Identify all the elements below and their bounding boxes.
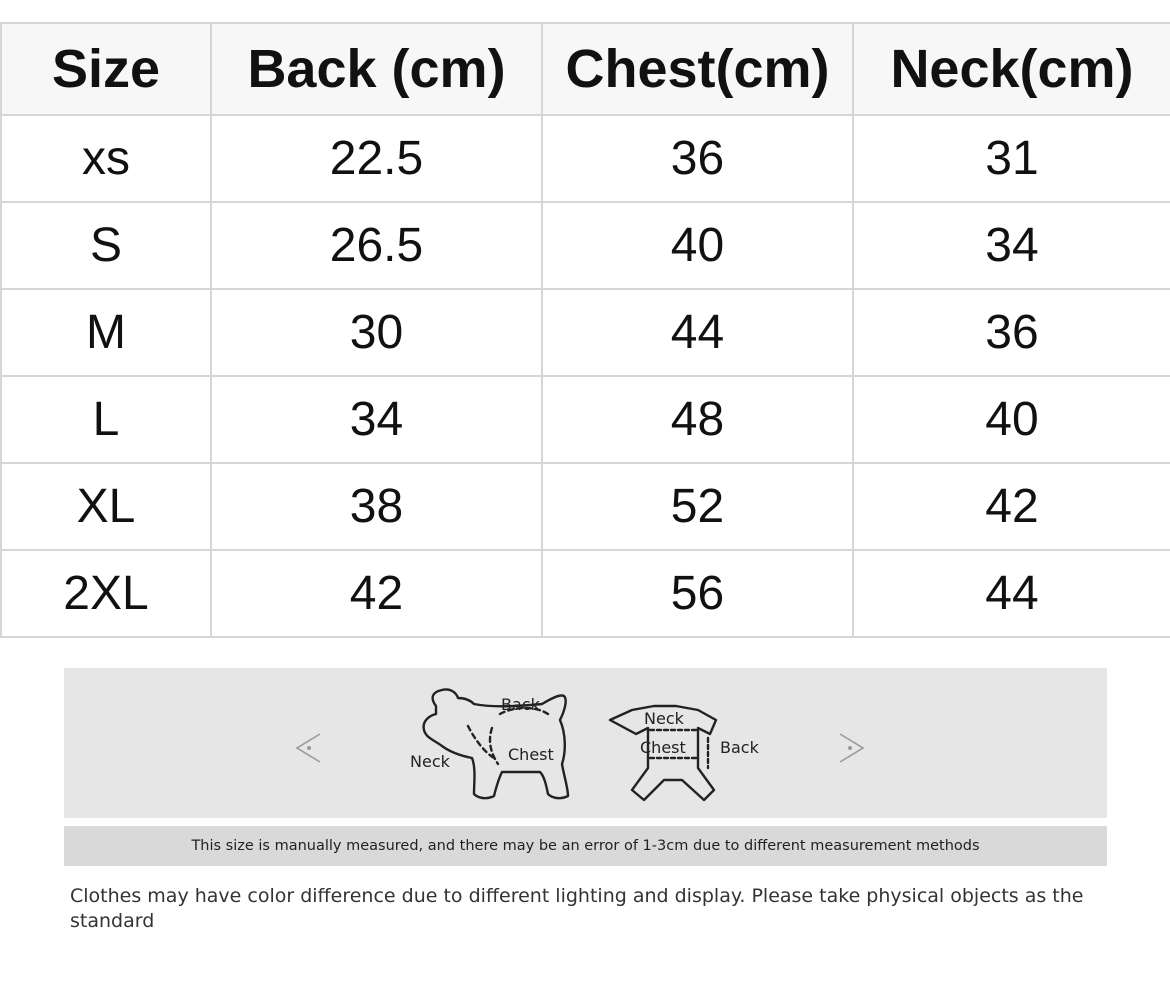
prev-arrow-icon [297,734,320,762]
table-row [1,289,1170,376]
cell-neck: 44 [853,550,1170,637]
cell-back: 34 [211,376,542,463]
cell-size: xs [1,115,211,202]
cell-chest: 52 [542,463,853,550]
garment-neck-label: Neck [644,709,684,728]
cell-size: L [1,376,211,463]
cell-neck: 36 [853,289,1170,376]
cell-back: 22.5 [211,115,542,202]
cell-chest: 36 [542,115,853,202]
cell-neck: 40 [853,376,1170,463]
cell-size: XL [1,463,211,550]
dog-back-label: Back [501,695,540,714]
cell-back: 26.5 [211,202,542,289]
cell-chest: 48 [542,376,853,463]
table-row [1,463,1170,550]
cell-neck: 31 [853,115,1170,202]
size-chart-table [0,22,1170,638]
cell-back: 42 [211,550,542,637]
cell-size: S [1,202,211,289]
dog-chest-label: Chest [508,745,554,764]
cell-chest: 40 [542,202,853,289]
measurement-note-text: This size is manually measured, and there may be an error of 1-3cm due to different measurement methods [191,838,980,854]
dog-outline-icon [424,689,568,798]
garment-chest-label: Chest [640,738,686,757]
table-row [1,115,1170,202]
table-header-row [1,23,1170,115]
next-arrow-icon [840,734,863,762]
cell-back: 38 [211,463,542,550]
cell-back: 30 [211,289,542,376]
cell-chest: 44 [542,289,853,376]
cell-size: 2XL [1,550,211,637]
cell-size: M [1,289,211,376]
header-chest: Chest(cm) [542,23,853,115]
measurement-diagram [64,668,1107,818]
header-back: Back (cm) [211,23,542,115]
table-row [1,376,1170,463]
cell-neck: 42 [853,463,1170,550]
table-row [1,550,1170,637]
color-disclaimer: Clothes may have color difference due to different lighting and display. Please take physical objects as the standard [70,885,1084,932]
garment-back-label: Back [720,738,759,757]
header-neck: Neck(cm) [853,23,1170,115]
cell-neck: 34 [853,202,1170,289]
dog-neck-label: Neck [410,752,450,771]
diagram-artwork [64,668,1107,818]
header-size: Size [1,23,211,115]
table-row [1,202,1170,289]
measurement-note [64,826,1107,866]
cell-chest: 56 [542,550,853,637]
